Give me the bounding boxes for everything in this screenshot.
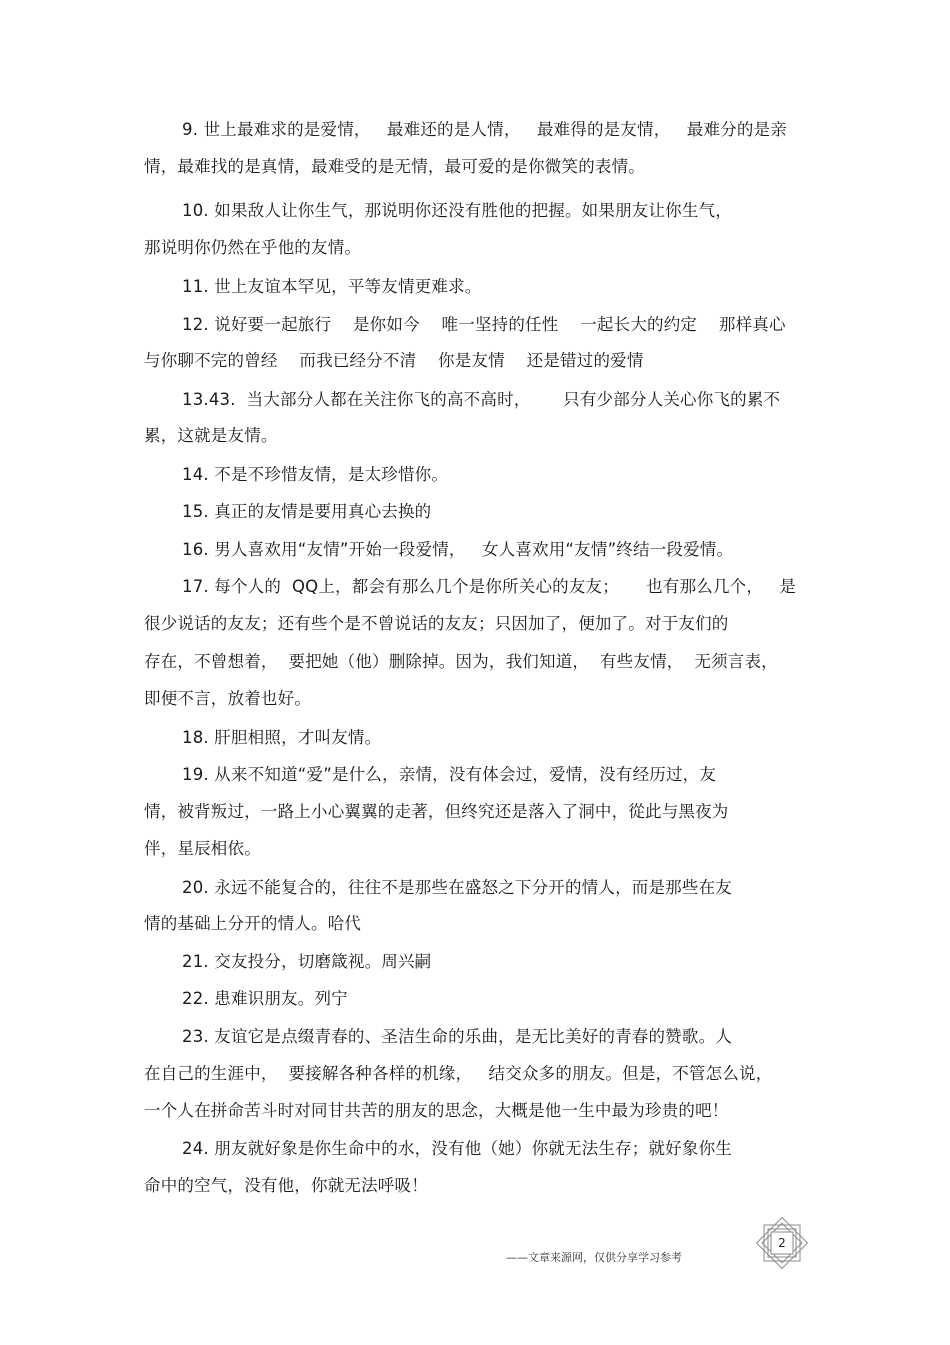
text-line: 20. 永远不能复合的，往往不是那些在盛怒之下分开的情人，而是那些在友 — [182, 878, 732, 897]
text-line: 10. 如果敌人让你生气，那说明你还没有胜他的把握。如果朋友让你生气， — [182, 201, 732, 220]
text-line: 19. 从来不知道“爱”是什么，亲情，没有体会过，爱情，没有经历过，友 — [182, 765, 717, 784]
text-line: 情，被背叛过，一路上小心翼翼的走著，但终究还是落入了洞中，從此与黑夜为 — [144, 802, 729, 821]
text-line: 21. 交友投分，切磨箴视。周兴嗣 — [182, 952, 432, 971]
text-line: 情的基础上分开的情人。哈代 — [144, 914, 362, 933]
text-line: 16. 男人喜欢用“友情”开始一段爱情， 女人喜欢用“友情”终结一段爱情。 — [182, 540, 734, 559]
text-line: 即便不言，放着也好。 — [144, 689, 311, 708]
text-line: 14. 不是不珍惜友情，是太珍惜你。 — [182, 465, 449, 484]
text-line: 15. 真正的友情是要用真心去换的 — [182, 502, 432, 521]
text-line: 命中的空气，没有他，你就无法呼吸！ — [144, 1176, 428, 1195]
text-line: 累，这就是友情。 — [144, 426, 278, 445]
text-line: 12. 说好要一起旅行 是你如今 唯一坚持的任性 一起长大的约定 那样真心 — [182, 315, 786, 334]
text-line: 一个人在拼命苦斗时对同甘共苦的朋友的思念，大概是他一生中最为珍贵的吧！ — [144, 1101, 729, 1120]
text-line: 22. 患难识朋友。列宁 — [182, 989, 348, 1008]
text-line: 与你聊不完的曾经 而我已经分不清 你是友情 还是错过的爱情 — [144, 351, 644, 370]
text-line: 伴，星辰相依。 — [144, 839, 261, 858]
text-line: 13.43. 当大部分人都在关注你飞的高不高时， 只有少部分人关心你飞的累不 — [182, 390, 781, 409]
text-line: 23. 友谊它是点缀青春的、圣洁生命的乐曲，是无比美好的青春的赞歌。人 — [182, 1027, 732, 1046]
page-number-badge — [756, 1217, 808, 1269]
text-line: 在自己的生涯中， 要接解各种各样的机缘， 结交众多的朋友。但是，不管怎么说， — [144, 1064, 773, 1083]
text-line: 那说明你仍然在乎他的友情。 — [144, 238, 362, 257]
text-line: 18. 肝胆相照，才叫友情。 — [182, 728, 382, 747]
text-line: 11. 世上友谊本罕见，平等友情更难求。 — [182, 277, 482, 296]
text-line: 很少说话的友友；还有些个是不曾说话的友友；只因加了，便加了。对于友们的 — [144, 614, 729, 633]
text-line: 存在，不曾想着， 要把她（他）删除掉。因为，我们知道， 有些友情， 无须言表， — [144, 652, 778, 671]
source-footer: ——文章来源网，仅供分享学习参考 — [506, 1251, 682, 1264]
text-line: 17. 每个人的 QQ上，都会有那么几个是你所关心的友友； 也有那么几个， 是 — [182, 577, 797, 596]
page-number: 2 — [778, 1236, 786, 1250]
text-line: 24. 朋友就好象是你生命中的水，没有他（她）你就无法生存；就好象你生 — [182, 1139, 732, 1158]
text-line: 情，最难找的是真情，最难受的是无情，最可爱的是你微笑的表情。 — [144, 157, 645, 176]
text-line: 9. 世上最难求的是爱情， 最难还的是人情， 最难得的是友情， 最难分的是亲 — [182, 120, 787, 139]
